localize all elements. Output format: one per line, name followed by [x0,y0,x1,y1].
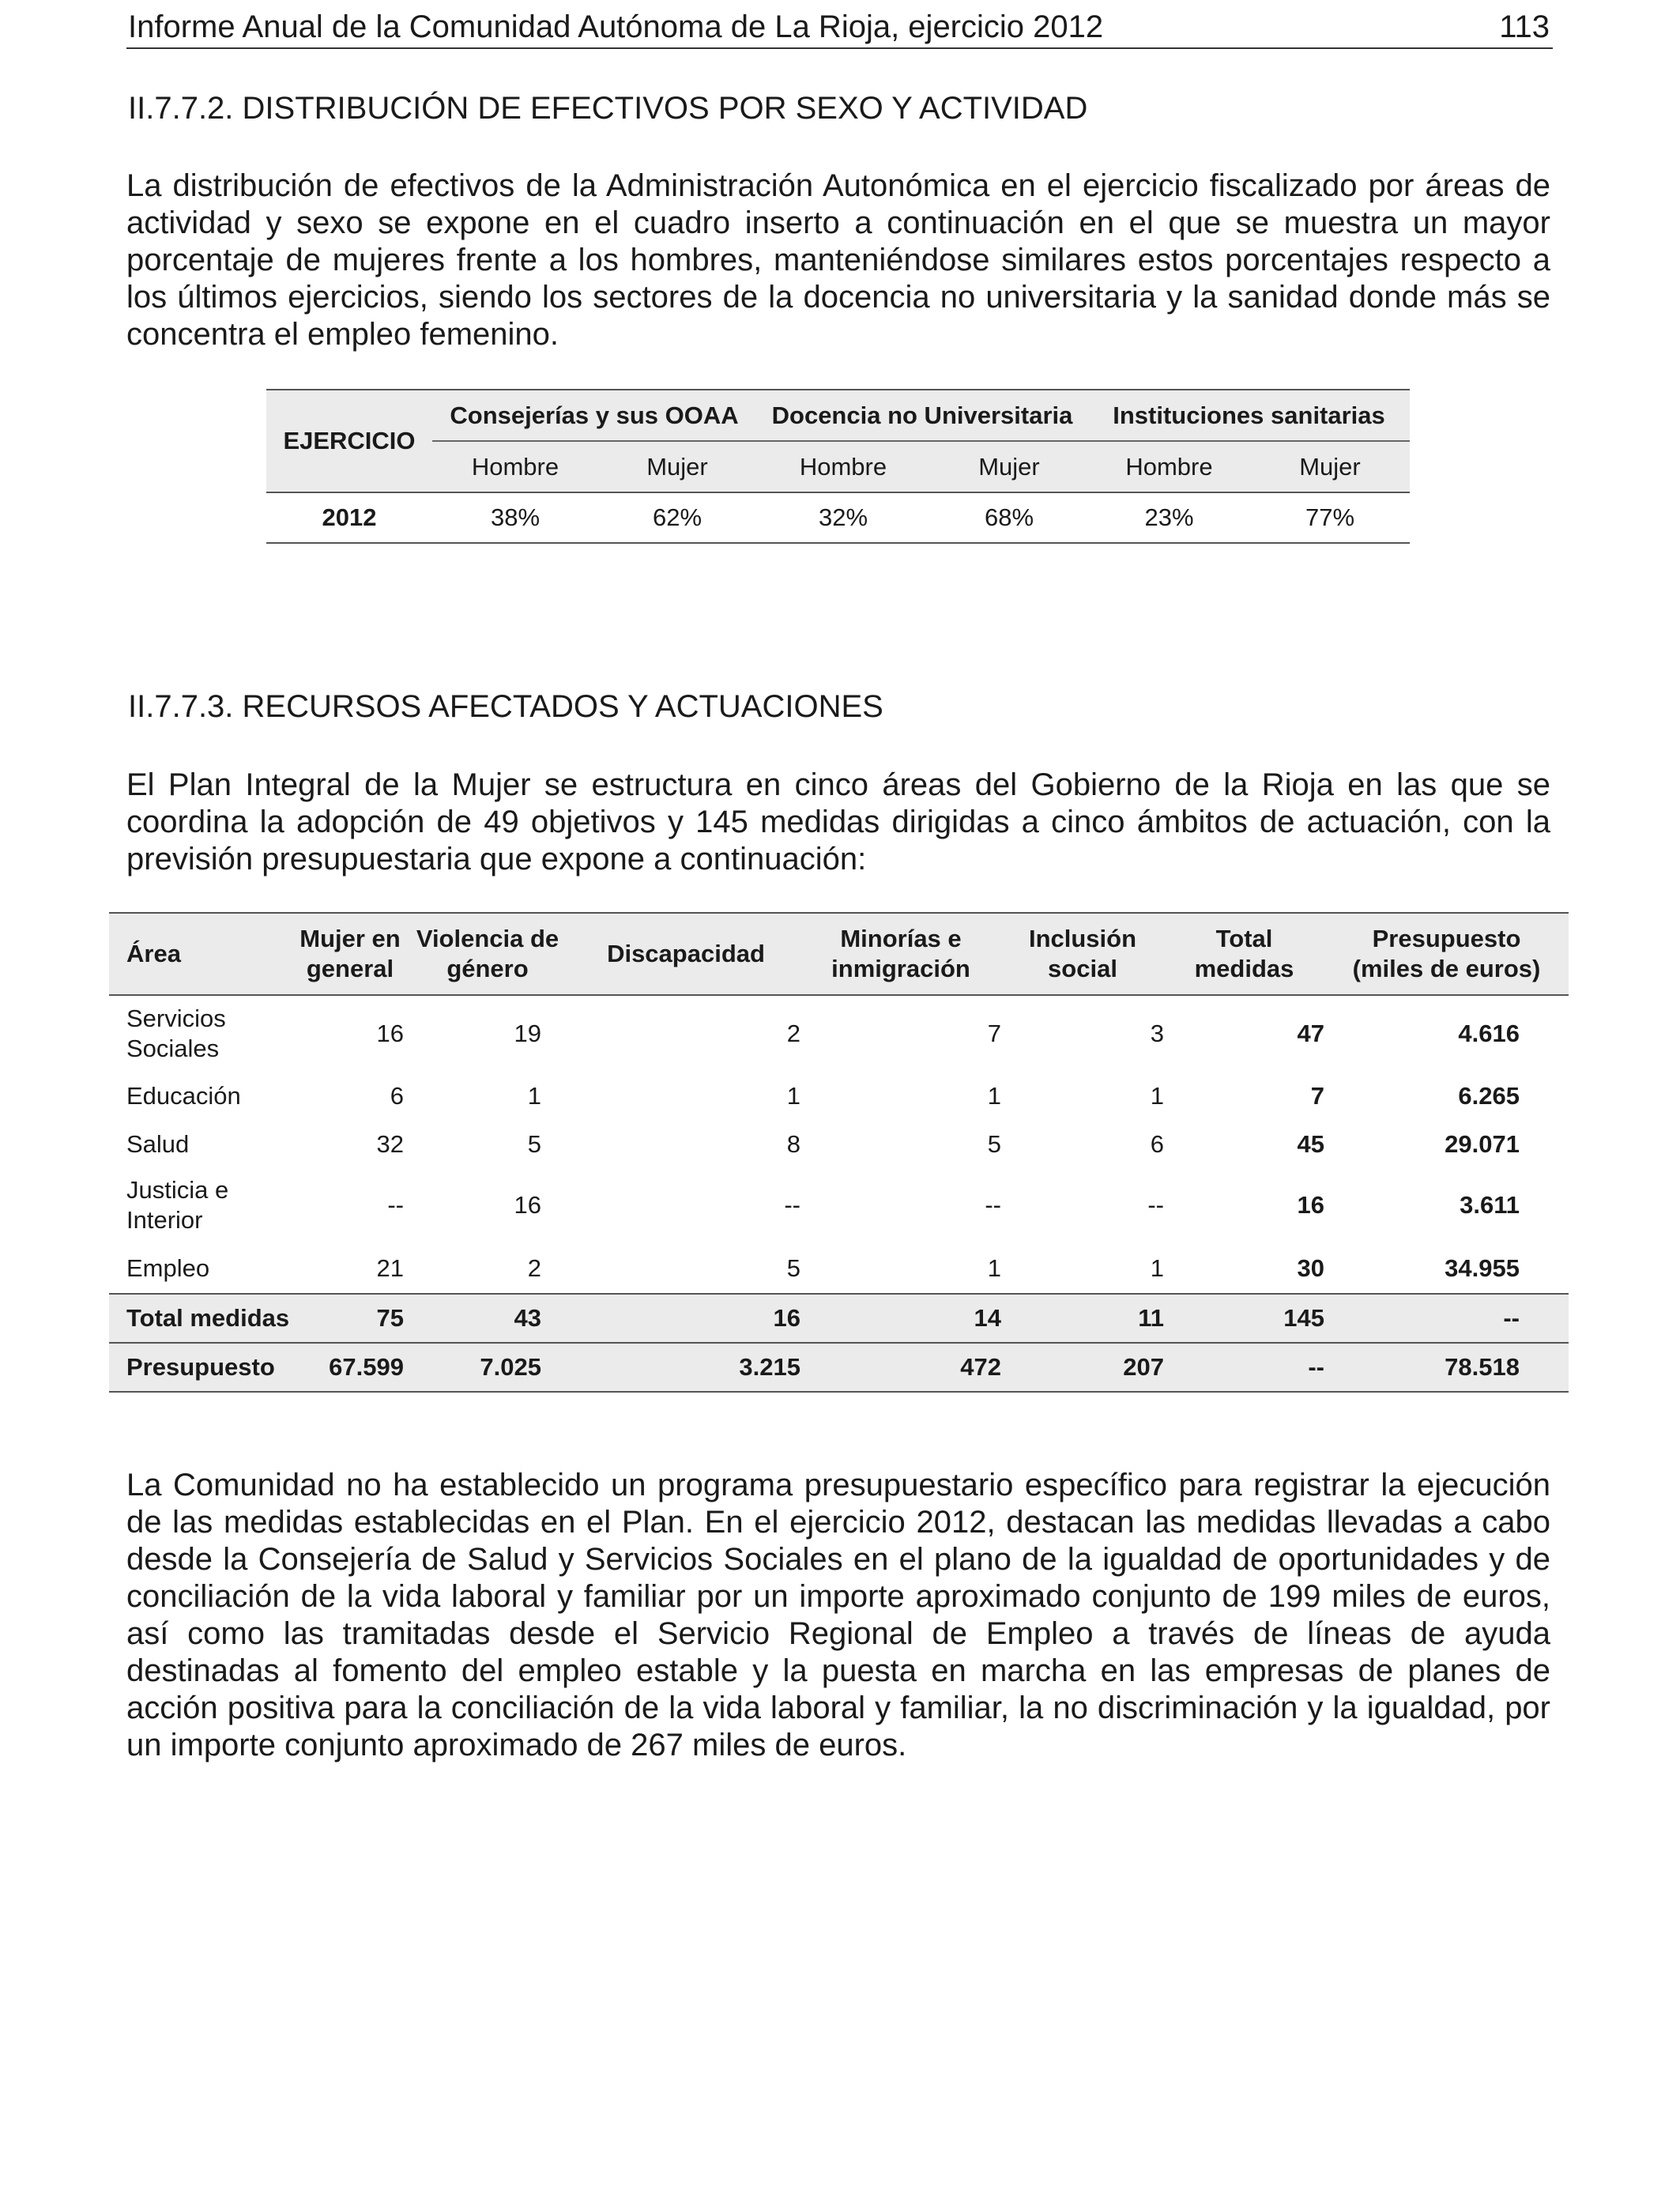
table-row [109,995,1569,1071]
header-minorias: Minorías e inmigración [800,913,1001,995]
cell-presupuesto: -- [1324,1294,1569,1343]
total-row [109,1294,1569,1343]
cell-mujer: 32 [376,1130,404,1158]
cell-total: 145 [1164,1294,1324,1343]
cell-area: Empleo [126,1253,210,1282]
table-row [109,1167,1569,1243]
cell-discapacidad: 16 [571,1294,800,1343]
subheader-mujer: Mujer [598,441,756,492]
paragraph-ejecucion: La Comunidad no ha establecido un programa presupuestario específico para registrar la ejecución de las medidas establecidas en el Plan. En el ejercicio 2012, destacan las medidas llevadas a cabo desde la Consejería de Salud y Servicios Sociales en el plano de la igualdad de oportunidades y de conciliación de la vida laboral y familiar por un importe aproximado conjunto de 199 miles de euros, así como las tramitadas desde el Servicio Regional de Empleo a través de líneas de ayuda destinadas al fomento del empleo estable y la puesta en marcha en las empresas de planes de acción positiva para la conciliación de la vida laboral y familiar, la no discriminación y la igualdad, por un importe conjunto aproximado de 267 miles de euros. [126,1468,1550,1762]
cell-minorias: 5 [987,1130,1001,1158]
cell-violencia: 19 [514,1019,541,1047]
cell-value: 23% [1088,492,1250,543]
cell-violencia: 43 [404,1294,571,1343]
cell-value: 77% [1250,492,1410,543]
header-inclusion: Inclusión social [1001,913,1164,995]
header-violencia-genero: Violencia de género [404,913,571,995]
cell-discapacidad: -- [784,1191,800,1219]
subheader-mujer: Mujer [930,441,1088,492]
cell-discapacidad: 8 [786,1130,800,1158]
cell-value: 32% [756,492,930,543]
cell-value: 38% [432,492,598,543]
cell-total: 16 [1297,1191,1324,1219]
cell-value: 68% [930,492,1088,543]
header-discapacidad: Discapacidad [571,913,800,995]
cell-total: -- [1164,1343,1324,1392]
header-total-medidas: Total medidas [1164,913,1324,995]
cell-violencia: 7.025 [404,1343,571,1392]
cell-presupuesto: 34.955 [1445,1253,1520,1282]
cell-presupuesto: 78.518 [1324,1343,1569,1392]
cell-inclusion: 6 [1150,1130,1164,1158]
cell-area: Educación [126,1082,241,1110]
header-presupuesto: Presupuesto (miles de euros) [1324,913,1569,995]
cell-minorias: 7 [987,1019,1001,1047]
cell-area: Salud [126,1130,190,1158]
header-area: Área [109,913,296,995]
cell-inclusion: 1 [1150,1082,1164,1110]
section-heading-distribucion: II.7.7.2. DISTRIBUCIÓN DE EFECTIVOS POR SEXO Y ACTIVIDAD [128,91,1088,126]
cell-minorias: 14 [800,1294,1001,1343]
header-consejerias: Consejerías y sus OOAA [432,390,756,441]
cell-inclusion: -- [1147,1191,1164,1219]
cell-discapacidad: 2 [786,1019,800,1047]
table-row [266,492,1410,543]
header-mujer-general: Mujer en general [296,913,404,995]
header-ejercicio: EJERCICIO [266,390,432,492]
subheader-hombre: Hombre [1088,441,1250,492]
cell-minorias: 472 [800,1343,1001,1392]
cell-minorias: 1 [987,1082,1001,1110]
cell-violencia: 5 [527,1130,541,1158]
table-efectivos-sexo [266,389,1410,544]
cell-minorias: 1 [987,1253,1001,1282]
cell-discapacidad: 3.215 [571,1343,800,1392]
cell-mujer: -- [387,1191,404,1219]
report-title: Informe Anual de la Comunidad Autónoma de La Rioja, ejercicio 2012 [128,9,1104,44]
cell-inclusion: 1 [1150,1253,1164,1282]
cell-mujer: 75 [296,1294,404,1343]
cell-minorias: -- [985,1191,1001,1219]
table-row [109,1122,1569,1167]
table-row [109,1071,1569,1122]
cell-presupuesto: 29.071 [1445,1130,1520,1158]
cell-mujer: 6 [390,1082,404,1110]
table-plan-integral-mujer [109,912,1569,1393]
cell-discapacidad: 1 [786,1082,800,1110]
subheader-hombre: Hombre [756,441,930,492]
cell-area: Servicios Sociales [126,1004,226,1062]
table-row [109,1243,1569,1294]
cell-presupuesto: 3.611 [1460,1191,1520,1219]
cell-mujer: 67.599 [296,1343,404,1392]
budget-row [109,1343,1569,1392]
page-header [126,6,1553,49]
cell-violencia: 2 [527,1253,541,1282]
cell-year: 2012 [266,492,432,543]
cell-total-label: Total medidas [109,1294,296,1343]
cell-mujer: 21 [376,1253,404,1282]
cell-inclusion: 11 [1001,1294,1164,1343]
cell-inclusion: 3 [1150,1019,1164,1047]
cell-total: 47 [1297,1019,1324,1047]
cell-violencia: 16 [514,1191,541,1219]
cell-presupuesto: 4.616 [1458,1019,1520,1047]
paragraph-distribucion: La distribución de efectivos de la Administración Autonómica en el ejercicio fiscalizado por áreas de actividad y sexo se expone en el cuadro inserto a continuación en el que se muestra un mayor porcentaje de mujeres frente a los hombres, manteniéndose similares estos porcentajes respecto a los últimos ejercicios, siendo los sectores de la docencia no universitaria y la sanidad donde más se concentra el empleo femenino. [126,168,1550,352]
header-instituciones: Instituciones sanitarias [1088,390,1410,441]
cell-total: 45 [1297,1130,1324,1158]
cell-total: 30 [1297,1253,1324,1282]
cell-value: 62% [598,492,756,543]
cell-presupuesto: 6.265 [1458,1082,1520,1110]
subheader-hombre: Hombre [432,441,598,492]
subheader-mujer: Mujer [1250,441,1410,492]
cell-violencia: 1 [527,1082,541,1110]
cell-inclusion: 207 [1001,1343,1164,1392]
cell-mujer: 16 [376,1019,404,1047]
cell-discapacidad: 5 [786,1253,800,1282]
page-number: 113 [1499,9,1550,44]
cell-budget-label: Presupuesto [109,1343,296,1392]
cell-area: Justicia e Interior [126,1176,229,1234]
section-heading-recursos: II.7.7.3. RECURSOS AFECTADOS Y ACTUACIONES [128,689,883,724]
header-docencia: Docencia no Universitaria [756,390,1088,441]
cell-total: 7 [1310,1082,1324,1110]
paragraph-recursos: El Plan Integral de la Mujer se estructura en cinco áreas del Gobierno de la Rioja en las que se coordina la adopción de 49 objetivos y 145 medidas dirigidas a cinco ámbitos de actuación, con la previsión presupuestaria que expone a continuación: [126,767,1550,876]
